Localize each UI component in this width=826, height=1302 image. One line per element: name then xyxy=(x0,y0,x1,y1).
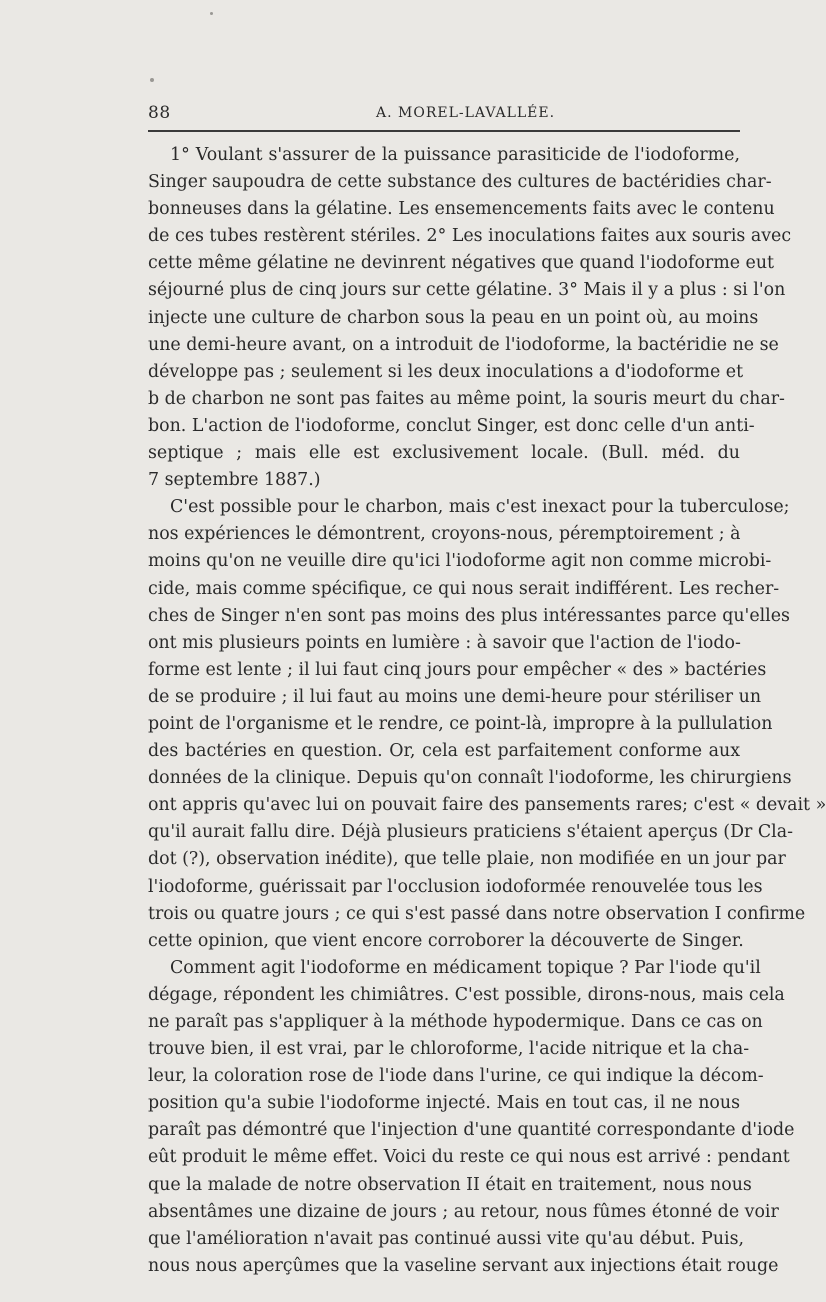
page-header xyxy=(148,103,740,127)
text-line: ont appris qu'avec lui on pouvait faire des pansements rares; c'est « devait » xyxy=(148,795,826,816)
text-line: leur, la coloration rose de l'iode dans l'urine, ce qui indique la décom- xyxy=(148,1066,764,1087)
paper-speck xyxy=(150,78,154,82)
text-line: b de charbon ne sont pas faites au même point, la souris meurt du char- xyxy=(148,388,785,409)
text-line: trois ou quatre jours ; ce qui s'est passé dans notre observation I confirme xyxy=(148,903,806,924)
text-line: que la malade de notre observation II était en traitement, nous nous xyxy=(148,1174,752,1195)
paper-speck xyxy=(210,12,213,15)
text-line: l'iodoforme, guérissait par l'occlusion iodoformée renouvelée tous les xyxy=(148,876,763,897)
text-line: bonneuses dans la gélatine. Les ensemencements faits avec le contenu xyxy=(148,199,775,220)
header-rule xyxy=(148,130,740,132)
body-text xyxy=(148,142,826,1280)
text-line: que l'amélioration n'avait pas continué aussi vite qu'au début. Puis, xyxy=(148,1228,745,1249)
text-line: une demi-heure avant, on a introduit de l'iodoforme, la bactéridie ne se xyxy=(148,334,779,355)
text-line: ches de Singer n'en sont pas moins des plus intéressantes parce qu'elles xyxy=(148,605,790,626)
text-line: trouve bien, il est vrai, par le chloroforme, l'acide nitrique et la cha- xyxy=(148,1039,750,1060)
text-line: cide, mais comme spécifique, ce qui nous serait indifférent. Les recher- xyxy=(148,578,780,599)
text-line: cette même gélatine ne devinrent négatives que quand l'iodoforme eut xyxy=(148,253,775,274)
text-line: données de la clinique. Depuis qu'on connaît l'iodoforme, les chirurgiens xyxy=(148,768,792,789)
text-line: Singer saupoudra de cette substance des cultures de bactéridies char- xyxy=(148,172,772,193)
text-line: 1° Voulant s'assurer de la puissance parasiticide de l'iodoforme, xyxy=(170,145,740,165)
text-line: ne paraît pas s'appliquer à la méthode hypodermique. Dans ce cas on xyxy=(148,1012,763,1032)
text-line: ont mis plusieurs points en lumière : à savoir que l'action de l'iodo- xyxy=(148,632,741,653)
text-line: dot (?), observation inédite), que telle plaie, non modifiée en un jour par xyxy=(148,849,786,870)
text-line: qu'il aurait fallu dire. Déjà plusieurs praticiens s'étaient aperçus (Dr Cla- xyxy=(148,822,793,843)
running-title: A. MOREL-LAVALLÉE. xyxy=(376,105,556,121)
text-line: moins qu'on ne veuille dire qu'ici l'iodoforme agit non comme microbi- xyxy=(148,551,772,572)
text-line: nous nous aperçûmes que la vaseline servant aux injections était rouge xyxy=(148,1255,779,1276)
text-line: C'est possible pour le charbon, mais c'est inexact pour la tuberculose; xyxy=(170,497,790,518)
text-line: forme est lente ; il lui faut cinq jours pour empêcher « des » bactéries xyxy=(148,659,767,680)
text-line: injecte une culture de charbon sous la peau en un point où, au moins xyxy=(148,307,759,328)
text-line: de ces tubes restèrent stériles. 2° Les inoculations faites aux souris avec xyxy=(148,226,792,247)
text-line: position qu'a subie l'iodoforme injecté. Mais en tout cas, il ne nous xyxy=(148,1093,740,1114)
text-line: 7 septembre 1887.) xyxy=(148,470,321,491)
text-line: bon. L'action de l'iodoforme, conclut Singer, est donc celle d'un anti- xyxy=(148,415,755,436)
text-line: nos expériences le démontrent, croyons-nous, péremptoirement ; à xyxy=(148,524,741,545)
text-line: dégage, répondent les chimiâtres. C'est possible, dirons-nous, mais cela xyxy=(148,984,785,1005)
text-line: séjourné plus de cinq jours sur cette gélatine. 3° Mais il y a plus : si l'on xyxy=(148,280,786,301)
text-line: développe pas ; seulement si les deux inoculations a d'iodoforme et xyxy=(148,361,744,382)
text-line: des bactéries en question. Or, cela est parfaitement conforme aux xyxy=(148,741,740,762)
text-line: paraît pas démontré que l'injection d'une quantité correspondante d'iode xyxy=(148,1120,795,1141)
text-line: Comment agit l'iodoforme en médicament topique ? Par l'iode qu'il xyxy=(170,957,761,978)
text-line: absentâmes une dizaine de jours ; au retour, nous fûmes étonné de voir xyxy=(148,1201,779,1222)
text-line: point de l'organisme et le rendre, ce point-là, impropre à la pullulation xyxy=(148,713,773,734)
page-number: 88 xyxy=(148,103,171,123)
text-line: septique ; mais elle est exclusivement locale. (Bull. méd. du xyxy=(148,443,740,464)
text-line: cette opinion, que vient encore corroborer la découverte de Singer. xyxy=(148,930,744,951)
text-line: de se produire ; il lui faut au moins une demi-heure pour stériliser un xyxy=(148,686,762,707)
text-line: eût produit le même effet. Voici du reste ce qui nous est arrivé : pendant xyxy=(148,1147,790,1168)
